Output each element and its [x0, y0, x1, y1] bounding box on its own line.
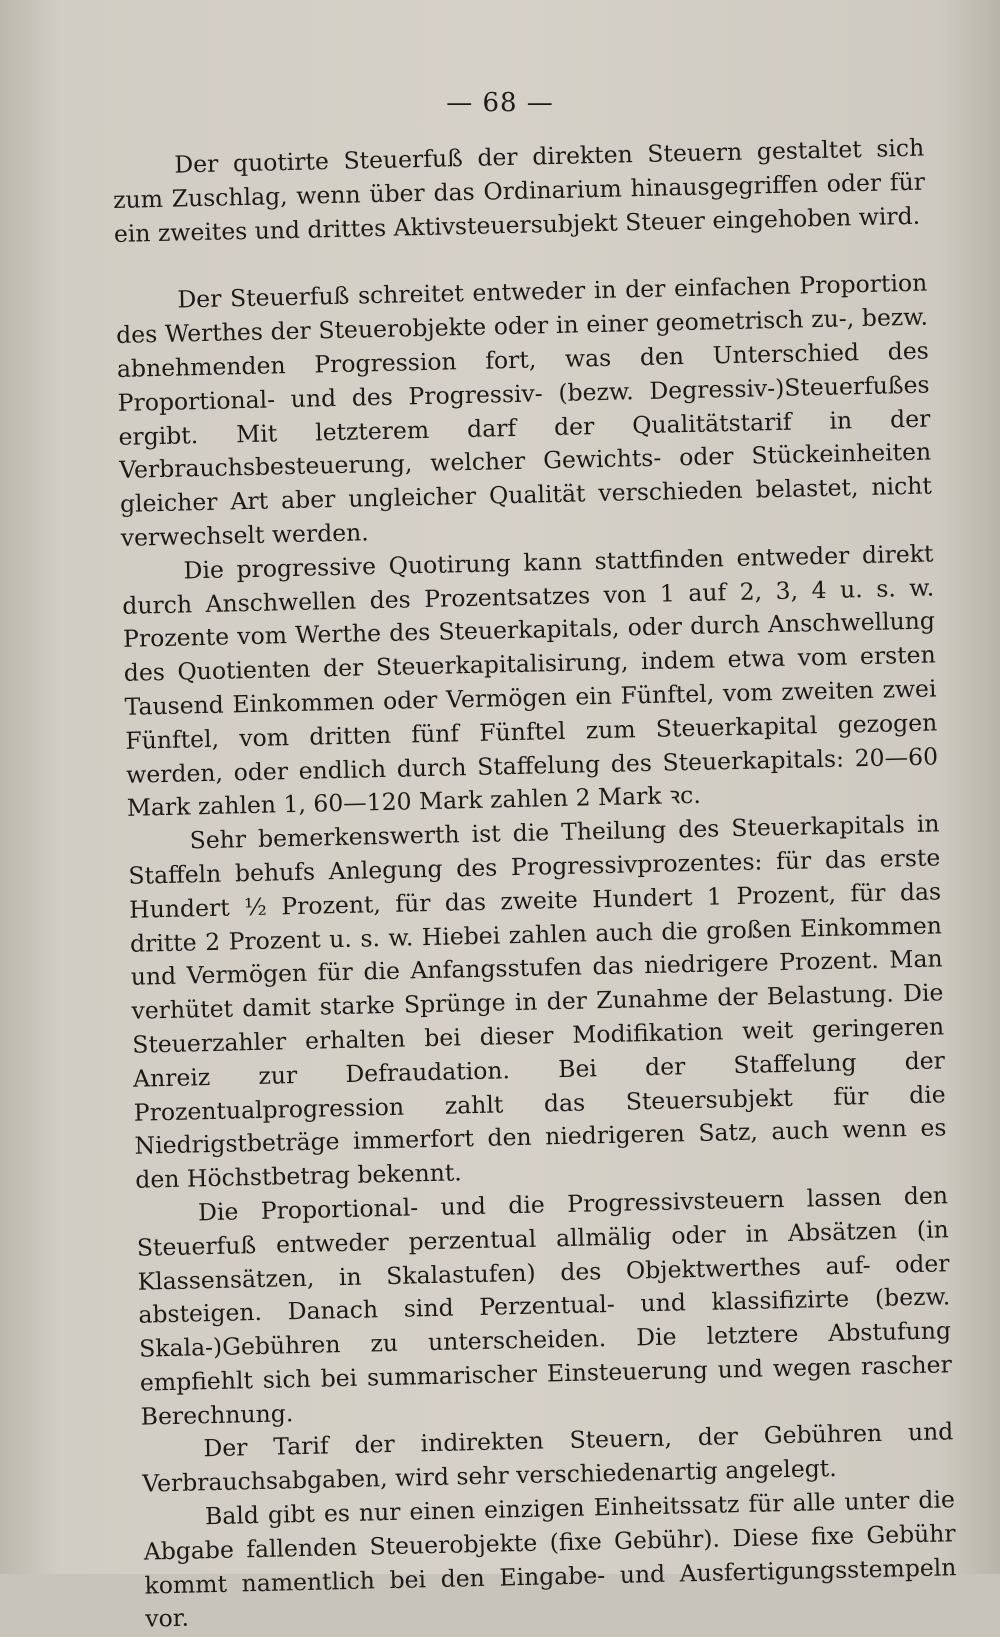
paragraph-5: Die Proportional- und die Progressivsteuern lassen den Steuerfuß entweder perzentual allmälig oder in Absätzen (in Klassensätzen, in Skalastufen) des Objektwerthes auf- oder absteigen. Danach sind Perzentual- und klassifizirte (bezw. Skala-)Gebühren zu unterscheiden. Die letztere Abstufung empfiehlt sich bei summarischer Einsteuerung und wegen rascher Berechnung. — [136, 1181, 953, 1431]
page-number: — 68 — — [446, 88, 554, 118]
body-text — [112, 132, 958, 1637]
paragraph-1: Der quotirte Steuerfuß der direkten Steuern gestaltet sich zum Zuschlag, wenn über das Ordinarium hinausgegriffen oder für ein zweites und drittes Aktivsteuersubjekt Steuer eingehoben wird. — [112, 133, 926, 248]
paragraph-2: Der Steuerfuß schreitet entweder in der einfachen Proportion des Werthes der Steuerobjekte oder in einer geometrisch zu-, bezw. abnehmenden Progression fort, was den Unterschied des Proportional- und des Progressiv- (bezw. Degressiv-)Steuerfußes ergibt. Mit letzterem darf der Qualitätstarif in der Verbrauchsbesteuerung, welcher Gewichts- oder Stückeinheiten gleicher Art aber ungleicher Qualität verschieden belastet, nicht verwechselt werden. — [115, 268, 933, 552]
paragraph-6: Der Tarif der indirekten Steuern, der Gebühren und Verbrauchsabgaben, wird sehr verschiedenartig angelegt. — [141, 1417, 954, 1498]
paragraph-4: Sehr bemerkenswerth ist die Theilung des Steuerkapitals in Staffeln behufs Anlegung des Progressivprozentes: für das erste Hundert ½ Prozent, für das zweite Hundert 1 Prozent, für das dritte 2 Prozent u. s. w. Hiebei zahlen auch die großen Einkommen und Vermögen für die Anfangsstufen das niedrigere Prozent. Man verhütet damit starke Sprünge in der Zunahme der Belastung. Die Steuerzahler erhalten bei dieser Modifikation weit geringeren Anreiz zur Defraudation. Bei der Staffelung der Prozentualprogression zahlt das Steuersubjekt für die Niedrigstbeträge immerfort den niedrigeren Satz, auch wenn es den Höchstbetrag bekennt. — [128, 809, 947, 1194]
paragraph-3: Die progressive Quotirung kann stattfinden entweder direkt durch Anschwellen des Prozentsatzes von 1 auf 2, 3, 4 u. s. w. Prozente vom Werthe des Steuerkapitals, oder durch Anschwellung des Quotienten der Steuerkapitalisirung, indem etwa vom ersten Tausend Einkommen oder Vermögen ein Fünftel, vom zweiten zwei Fünftel, vom dritten fünf Fünftel zum Steuerkapital gezogen werden, oder endlich durch Staffelung des Steuerkapitals: 20—60 Mark zahlen 1, 60—120 Mark zahlen 2 Mark ꝛc. — [122, 539, 939, 823]
paragraph-7: Bald gibt es nur einen einzigen Einheitssatz für alle unter die Abgabe fallenden Steuerobjekte (fixe Gebühr). Diese fixe Gebühr kommt namentlich bei den Eingabe- und Ausfertigungsstempeln vor. — [143, 1485, 957, 1634]
